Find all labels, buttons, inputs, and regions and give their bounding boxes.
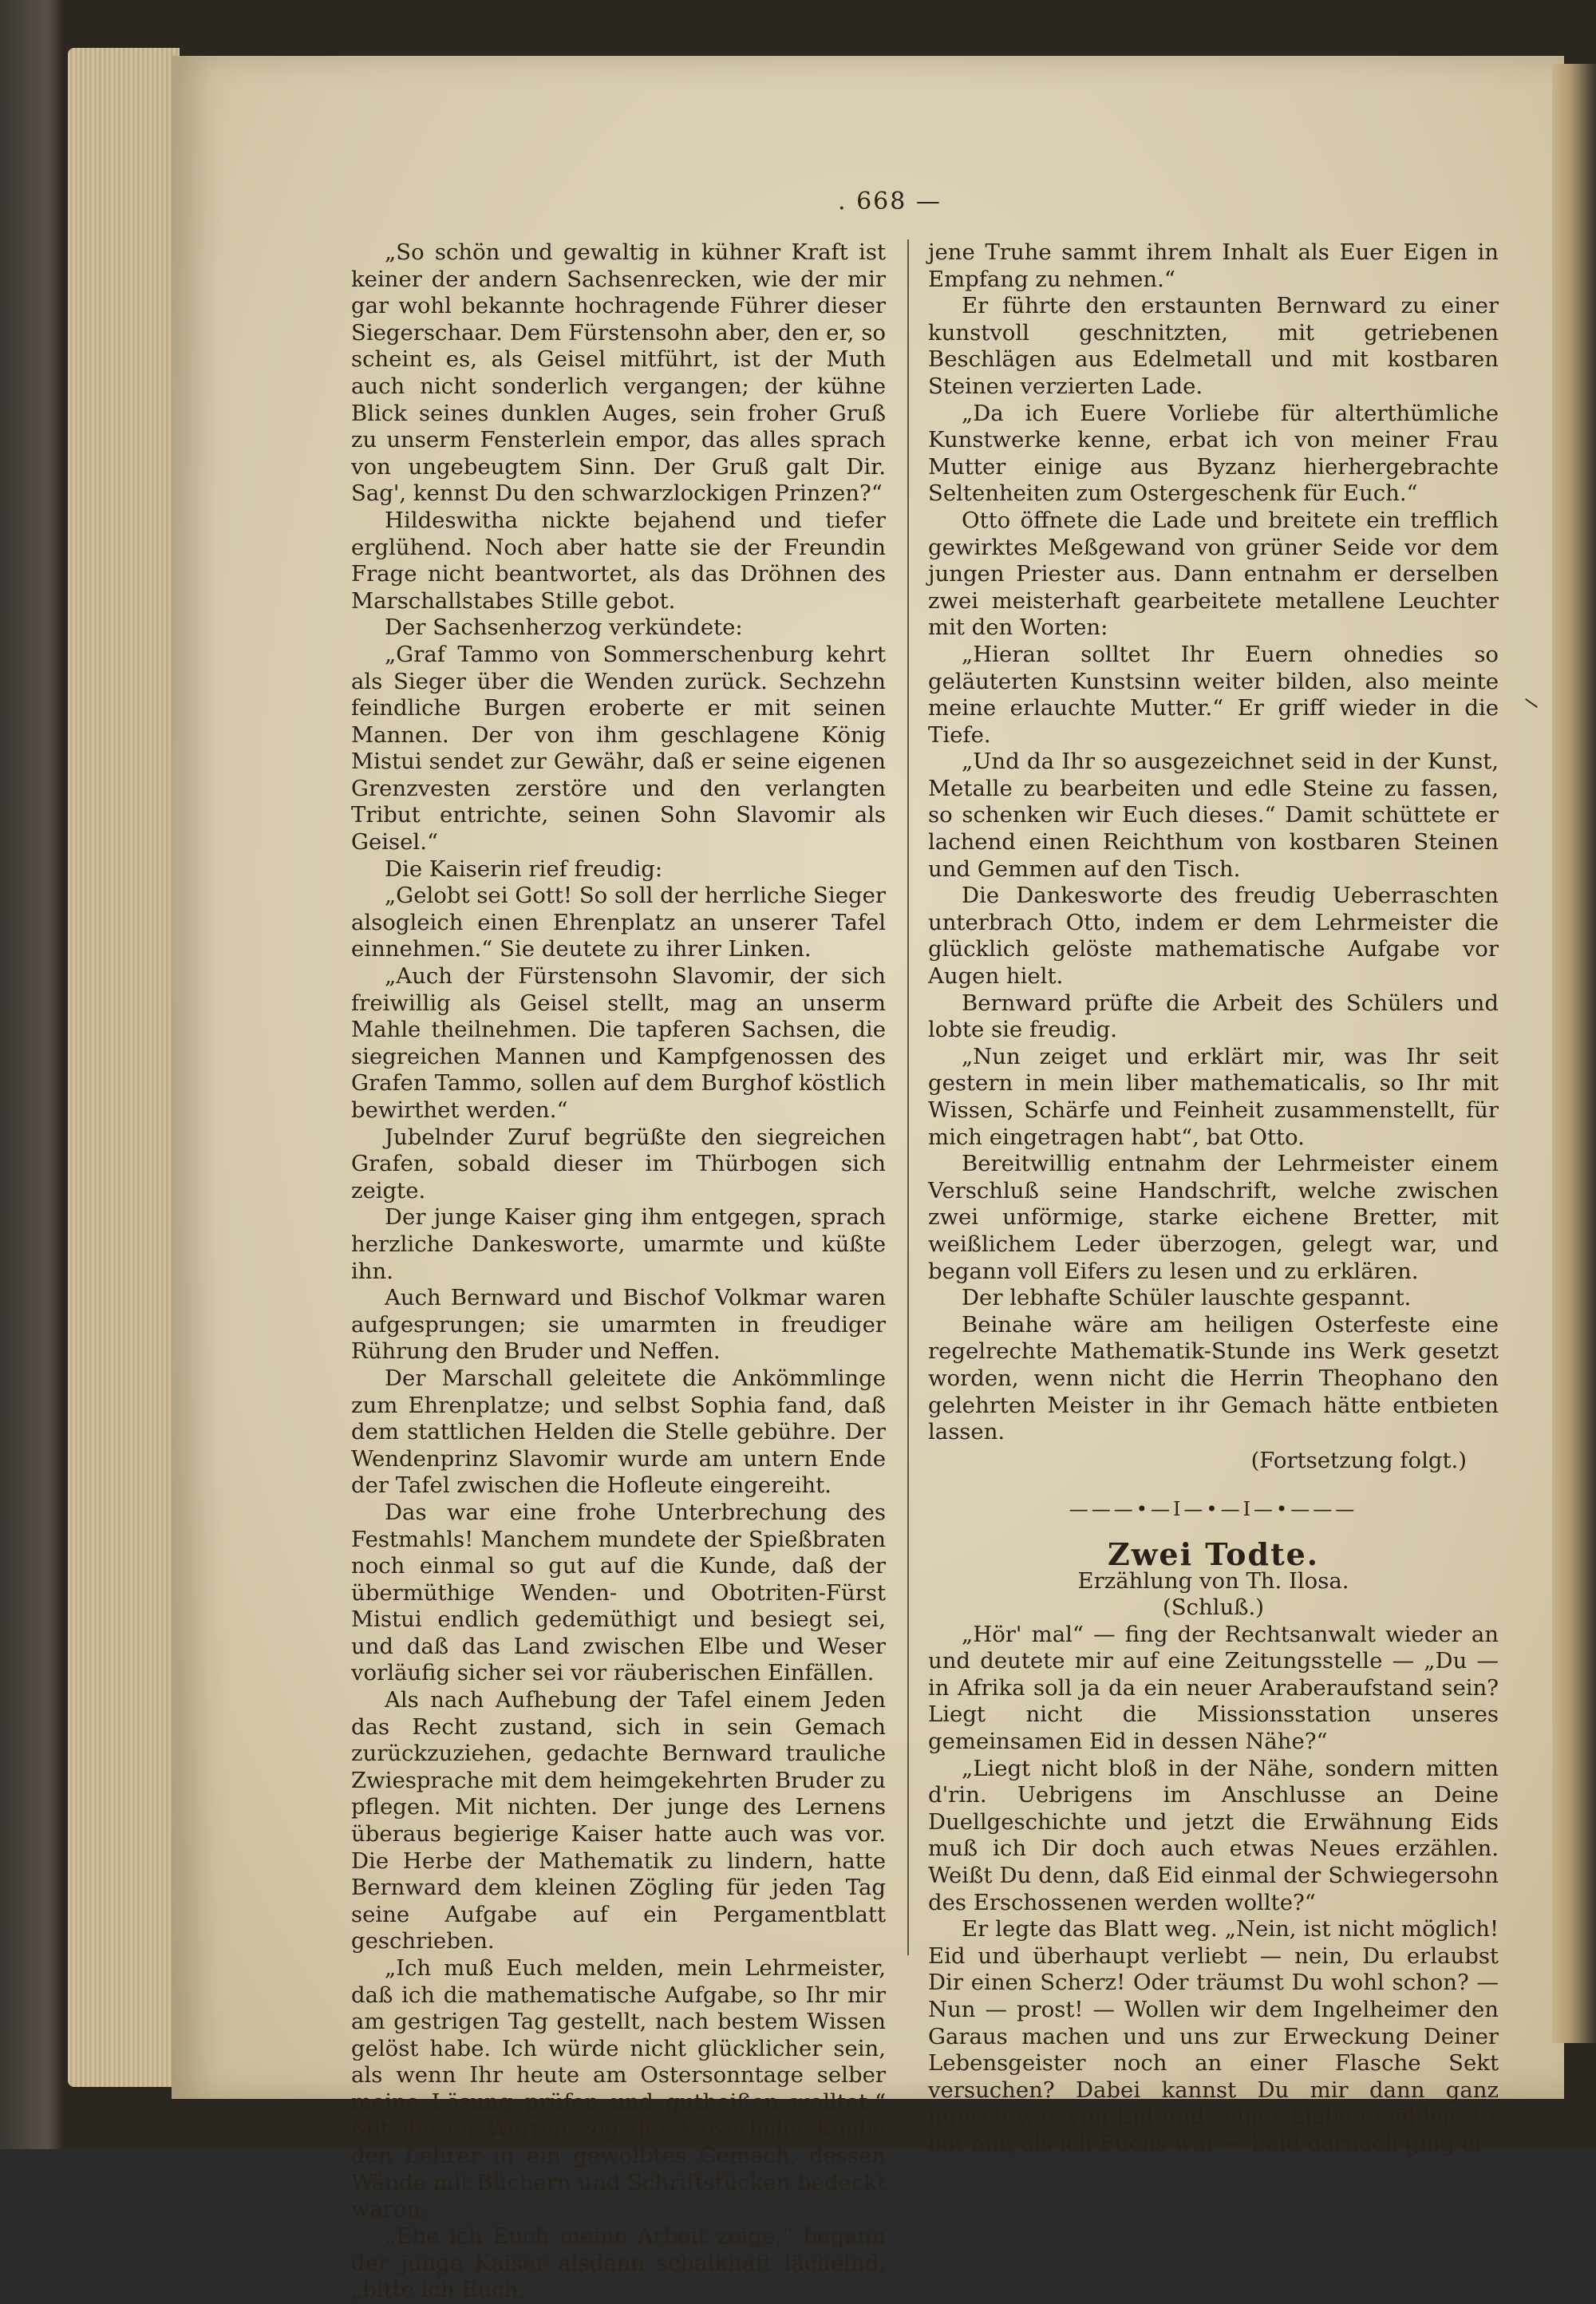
page-number: . 668 —: [838, 188, 942, 215]
paragraph: Der junge Kaiser ging ihm entgegen, sprach herzliche Dankesworte, umarmte und küßte ihn.: [351, 1204, 886, 1284]
paragraph: Bernward prüfte die Arbeit des Schülers und lobte sie freudig.: [928, 990, 1499, 1043]
paragraph: Otto öffnete die Lade und breitete ein trefflich gewirktes Meßgewand von grüner Seide vor dem jungen Priester aus. Dann entnahm er derselben zwei meisterhaft gearbeitete metallene Leuchter mit den Worten:: [928, 507, 1499, 641]
paragraph: Bereitwillig entnahm der Lehrmeister einem Verschluß seine Handschrift, welche zwischen zwei unförmige, starke eichene Bretter, mit weißlichem Leder überzogen, gelegt war, und begann voll Eifers zu lesen und zu erklären.: [928, 1151, 1499, 1284]
paragraph: Die Kaiserin rief freudig:: [385, 856, 663, 882]
story-title: Zwei Todte.: [1107, 1535, 1320, 1572]
paragraph: „Hieran solltet Ihr Euern ohnedies so geläuterten Kunstsinn weiter bilden, also meinte meine erlauchte Mutter.“ Er griff wieder in die Tiefe.: [928, 641, 1499, 748]
paragraph: Das war eine frohe Unterbrechung des Festmahls! Manchem mundete der Spießbraten noch einmal so gut auf die Kunde, daß der übermüthige Wenden- und Obotriten-Fürst Mistui endlich gedemüthigt und besiegt sei, und daß das Land zwischen Elbe und Weser vorläufig sicher sei vor räuberischen Einfällen.: [351, 1499, 886, 1686]
paragraph: „Ehe ich Euch meine Arbeit zeige,“ begann der junge Kaiser alsdann schalkhaft lächelnd, „bitte ich Euch,: [351, 2223, 886, 2303]
paragraph: Auch Bernward und Bischof Volkmar waren aufgesprungen; sie umarmten in freudiger Rührung den Bruder und Neffen.: [351, 1285, 886, 1365]
right-column: [928, 239, 1499, 2158]
paragraph: Der Marschall geleitete die Ankömmlinge zum Ehrenplatze; und selbst Sophia fand, daß dem stattlichen Helden die Stelle gebühre. Der Wendenprinz Slavomir wurde am untern Ende der Tafel zwischen die Hofleute eingereiht.: [351, 1365, 886, 1499]
paragraph: Die Dankesworte des freudig Ueberraschten unterbrach Otto, indem er dem Lehrmeister die glücklich gelöste mathematische Aufgabe vor Augen hielt.: [928, 883, 1499, 990]
serial-continuation: [928, 239, 1499, 1446]
paragraph: „Gelobt sei Gott! So soll der herrliche Sieger alsogleich einen Ehrenplatz an unserer Tafel einnehmen.“ Sie deutete zu ihrer Linken.: [351, 883, 886, 962]
book-gutter-right: [1552, 64, 1596, 2043]
paragraph: „Ich muß Euch melden, mein Lehrmeister, daß ich die mathematische Aufgabe, so Ihr mir am gestrigen Tag gestellt, nach bestem Wissen gelöst habe. Ich würde nicht glücklicher sein, als wenn Ihr heute am Ostersonntage selber meine Lösung prüfen und gutheißen wolltet.“ Mit diesen Worten zog der kaiserliche Knabe den Lehrer in ein gewölbtes Gemach, dessen Wände mit Büchern und Schriftstücken bedeckt waren.: [351, 1955, 886, 2223]
paragraph: „Und da Ihr so ausgezeichnet seid in der Kunst, Metalle zu bearbeiten und edle Steine zu fassen, so schenken wir Euch dieses.“ Damit schüttete er lachend einen Reichthum von kostbaren Steinen und Gemmen auf den Tisch.: [928, 749, 1499, 882]
left-column: [351, 239, 886, 2304]
paragraph: „Graf Tammo von Sommerschenburg kehrt als Sieger über die Wenden zurück. Sechzehn feindliche Burgen eroberte er mit seinen Mannen. Der von ihm geschlagene König Mistui sendet zur Gewähr, daß er seine eigenen Grenzvesten zerstöre und den verlangten Tribut entrichte, seinen Sohn Slavomir als Geisel.“: [351, 641, 886, 856]
book-page-edges: [68, 48, 180, 2087]
paragraph: „Liegt nicht bloß in der Nähe, sondern mitten d'rin. Uebrigens im Anschlusse an Deine Duellgeschichte und jetzt die Erwähnung Eids muß ich Dir doch auch etwas Neues erzählen. Weißt Du denn, daß Eid einmal der Schwiegersohn des Erschossenen werden wollte?“: [928, 1755, 1499, 1915]
story-body: [928, 1622, 1499, 2158]
paragraph: jene Truhe sammt ihrem Inhalt als Euer Eigen in Empfang zu nehmen.“: [928, 239, 1499, 292]
story-subtitle: Erzählung von Th. Ilosa.: [1077, 1567, 1349, 1594]
continued-note: (Fortsetzung folgt.): [1250, 1447, 1467, 1473]
paragraph: Der lebhafte Schüler lauschte gespannt.: [962, 1285, 1412, 1311]
paragraph: Jubelnder Zuruf begrüßte den siegreichen Grafen, sobald dieser im Thürbogen sich zeigte.: [351, 1124, 886, 1203]
paragraph: Er führte den erstaunten Bernward zu einer kunstvoll geschnitzten, mit getriebenen Beschlägen aus Edelmetall und mit kostbaren Steinen verzierten Lade.: [928, 293, 1499, 399]
paragraph: Er legte das Blatt weg. „Nein, ist nicht möglich! Eid und überhaupt verliebt — nein, Du erlaubst Dir einen Scherz! Oder träumst Du wohl schon? — Nun — prost! — Wollen wir dem Ingelheimer den Garaus machen und uns zur Erweckung Deiner Lebensgeister noch an einer Flasche Sekt versuchen? Dabei kannst Du mir dann ganz hübsch was von Eid und seiner Liebe erzählen. Er hat mir, als ich Fuchs war — bald darnach ging er: [928, 1916, 1499, 2156]
paragraph: „So schön und gewaltig in kühner Kraft ist keiner der andern Sachsenrecken, wie der mir gar wohl bekannte hochragende Führer dieser Siegerschaar. Dem Fürstensohn aber, den er, so scheint es, als Geisel mitführt, ist der Muth auch nicht sonderlich vergangen; der kühne Blick seines dunklen Auges, sein froher Gruß zu unserm Fensterlein empor, das alles sprach von ungebeugtem Sinn. Der Gruß galt Dir. Sag', kennst Du den schwarzlockigen Prinzen?“: [351, 239, 886, 507]
paragraph: Beinahe wäre am heiligen Osterfeste eine regelrechte Mathematik-Stunde ins Werk gesetzt worden, wenn nicht die Herrin Theophano den gelehrten Meister in ihr Gemach hätte entbieten lassen.: [928, 1311, 1499, 1445]
paragraph: „Da ich Euere Vorliebe für alterthümliche Kunstwerke kenne, erbat ich von meiner Frau Mutter einige aus Byzanz hierhergebrachte Seltenheiten zum Ostergeschenk für Euch.“: [928, 400, 1499, 507]
paragraph: „Nun zeiget und erklärt mir, was Ihr seit gestern in mein liber mathematicalis, so Ihr mit Wissen, Schärfe und Feinheit zusammenstellt, für mich eingetragen habt“, bat Otto.: [928, 1043, 1499, 1150]
column-divider: [907, 239, 909, 1955]
paragraph: Als nach Aufhebung der Tafel einem Jeden das Recht zustand, sich in sein Gemach zurückzuziehen, gedachte Bernward trauliche Zwiesprache mit dem heimgekehrten Bruder zu pflegen. Mit nichten. Der junge des Lernens überaus begierige Kaiser hatte auch was vor. Die Herbe der Mathematik zu lindern, hatte Bernward dem kleinen Zögling für jeden Tag seine Aufgabe auf ein Pergamentblatt geschrieben.: [351, 1687, 886, 1954]
paragraph: „Auch der Fürstensohn Slavomir, der sich freiwillig als Geisel stellt, mag an unserm Mahle theilnehmen. Die tapferen Sachsen, die siegreichen Mannen und Kampfgenossen des Grafen Tammo, sollen auf dem Burghof köstlich bewirthet werden.“: [351, 963, 886, 1123]
story-part-label: (Schluß.): [1162, 1595, 1265, 1621]
paragraph: Der Sachsenherzog verkündete:: [385, 615, 743, 641]
paragraph: „Hör' mal“ — fing der Rechtsanwalt wieder an und deutete mir auf eine Zeitungsstelle — „Du — in Afrika soll ja da ein neuer Araberaufstand sein? Liegt nicht die Missionsstation unseres gemeinsamen Eid in dessen Nähe?“: [928, 1621, 1499, 1755]
paragraph: Hildeswitha nickte bejahend und tiefer erglühend. Noch aber hatte sie der Freundin Frage nicht beantwortet, als das Dröhnen des Marschallstabes Stille gebot.: [351, 507, 886, 614]
section-ornament: ———•—I—•—I—•———: [1069, 1498, 1358, 1521]
